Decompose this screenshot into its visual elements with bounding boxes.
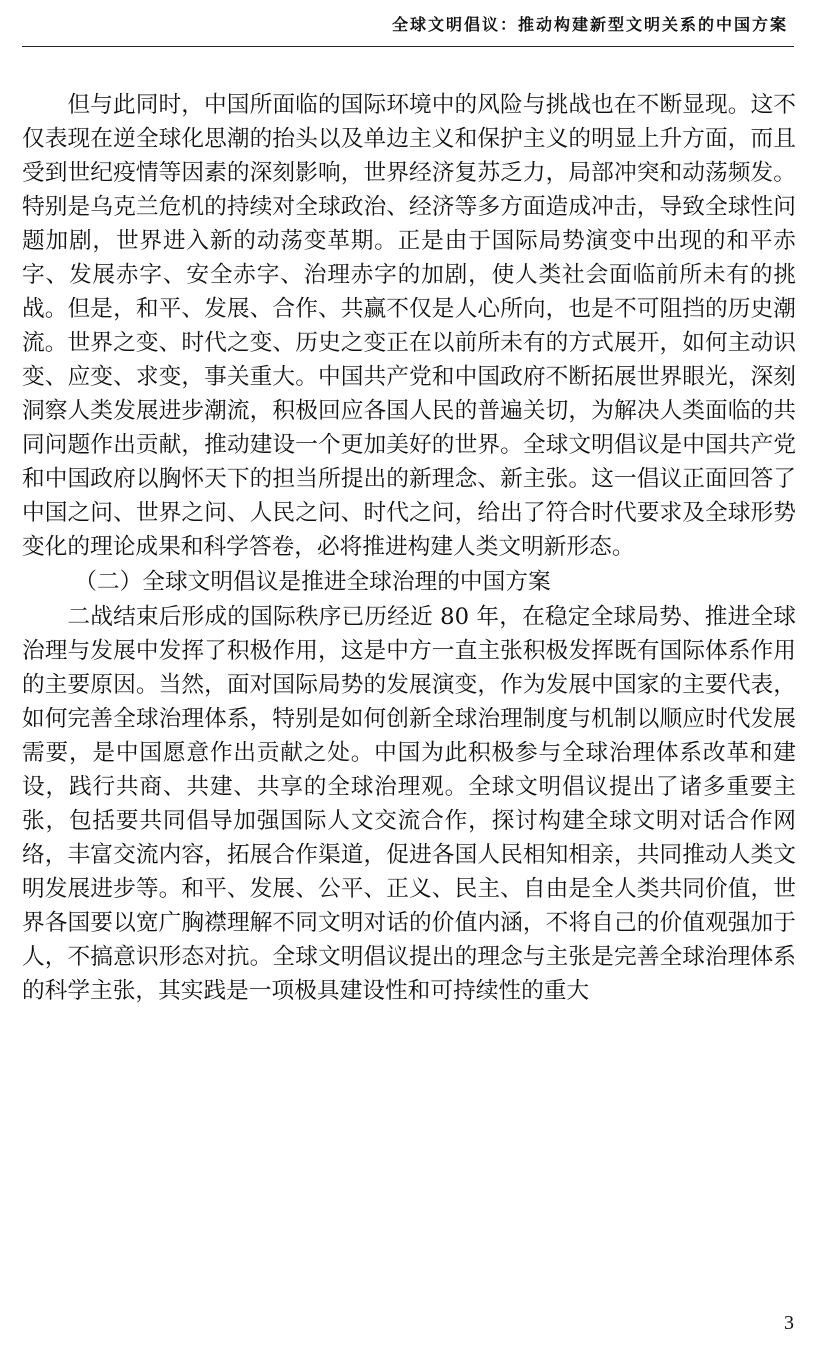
paragraph-risks-and-challenges: 但与此同时，中国所面临的国际环境中的风险与挑战也在不断显现。这不仅表现在逆全球化思潮的抬头以及单边主义和保护主义的明显上升方面，而且受到世纪疫情等因素的深刻影响，世界经济复苏乏力，局部冲突和动荡频发。特别是乌克兰危机的持续对全球政治、经济等多方面造成冲击，导致全球性问题加剧，世界进入新的动荡变革期。正是由于国际局势演变中出现的和平赤字、发展赤字、安全赤字、治理赤字的加剧，使人类社会面临前所未有的挑战。但是，和平、发展、合作、共赢不仅是人心所向，也是不可阻挡的历史潮流。世界之变、时代之变、历史之变正在以前所未有的方式展开，如何主动识变、应变、求变，事关重大。中国共产党和中国政府不断拓展世界眼光，深刻洞察人类发展进步潮流，积极回应各国人民的普遍关切，为解决人类面临的共同问题作出贡献，推动建设一个更加美好的世界。全球文明倡议是中国共产党和中国政府以胸怀天下的担当所提出的新理念、新主张。这一倡议正面回答了中国之问、世界之问、人民之问、时代之问，给出了符合时代要求及全球形势变化的理论成果和科学答卷，必将推进构建人类文明新形态。 bbox=[22, 92, 796, 560]
body-text bbox=[22, 88, 796, 1008]
paragraph-global-governance: 二战结束后形成的国际秩序已历经近 80 年，在稳定全球局势、推进全球治理与发展中发挥了积极作用，这是中方一直主张积极发挥既有国际体系作用的主要原因。当然，面对国际局势的发展演变，作为发展中国家的主要代表，如何完善全球治理体系，特别是如何创新全球治理制度与机制以顺应时代发展需要，是中国愿意作出贡献之处。中国为此积极参与全球治理体系改革和建设，践行共商、共建、共享的全球治理观。全球文明倡议提出了诸多重要主张，包括要共同倡导加强国际人文交流合作，探讨构建全球文明对话合作网络，丰富交流内容，拓展合作渠道，促进各国人民相知相亲，共同推动人类文明发展进步等。和平、发展、公平、正义、民主、自由是全人类共同价值，世界各国要以宽广胸襟理解不同文明对话的价值内涵，不将自己的价值观强加于人，不搞意识形态对抗。全球文明倡议提出的理念与主张是完善全球治理体系的科学主张，其实践是一项极具建设性和可持续性的重大 bbox=[22, 604, 796, 1004]
header-divider bbox=[22, 46, 794, 47]
page-number: 3 bbox=[784, 1312, 794, 1334]
section-heading: （二）全球文明倡议是推进全球治理的中国方案 bbox=[74, 569, 551, 595]
running-header: 全球文明倡议：推动构建新型文明关系的中国方案 bbox=[391, 15, 788, 34]
